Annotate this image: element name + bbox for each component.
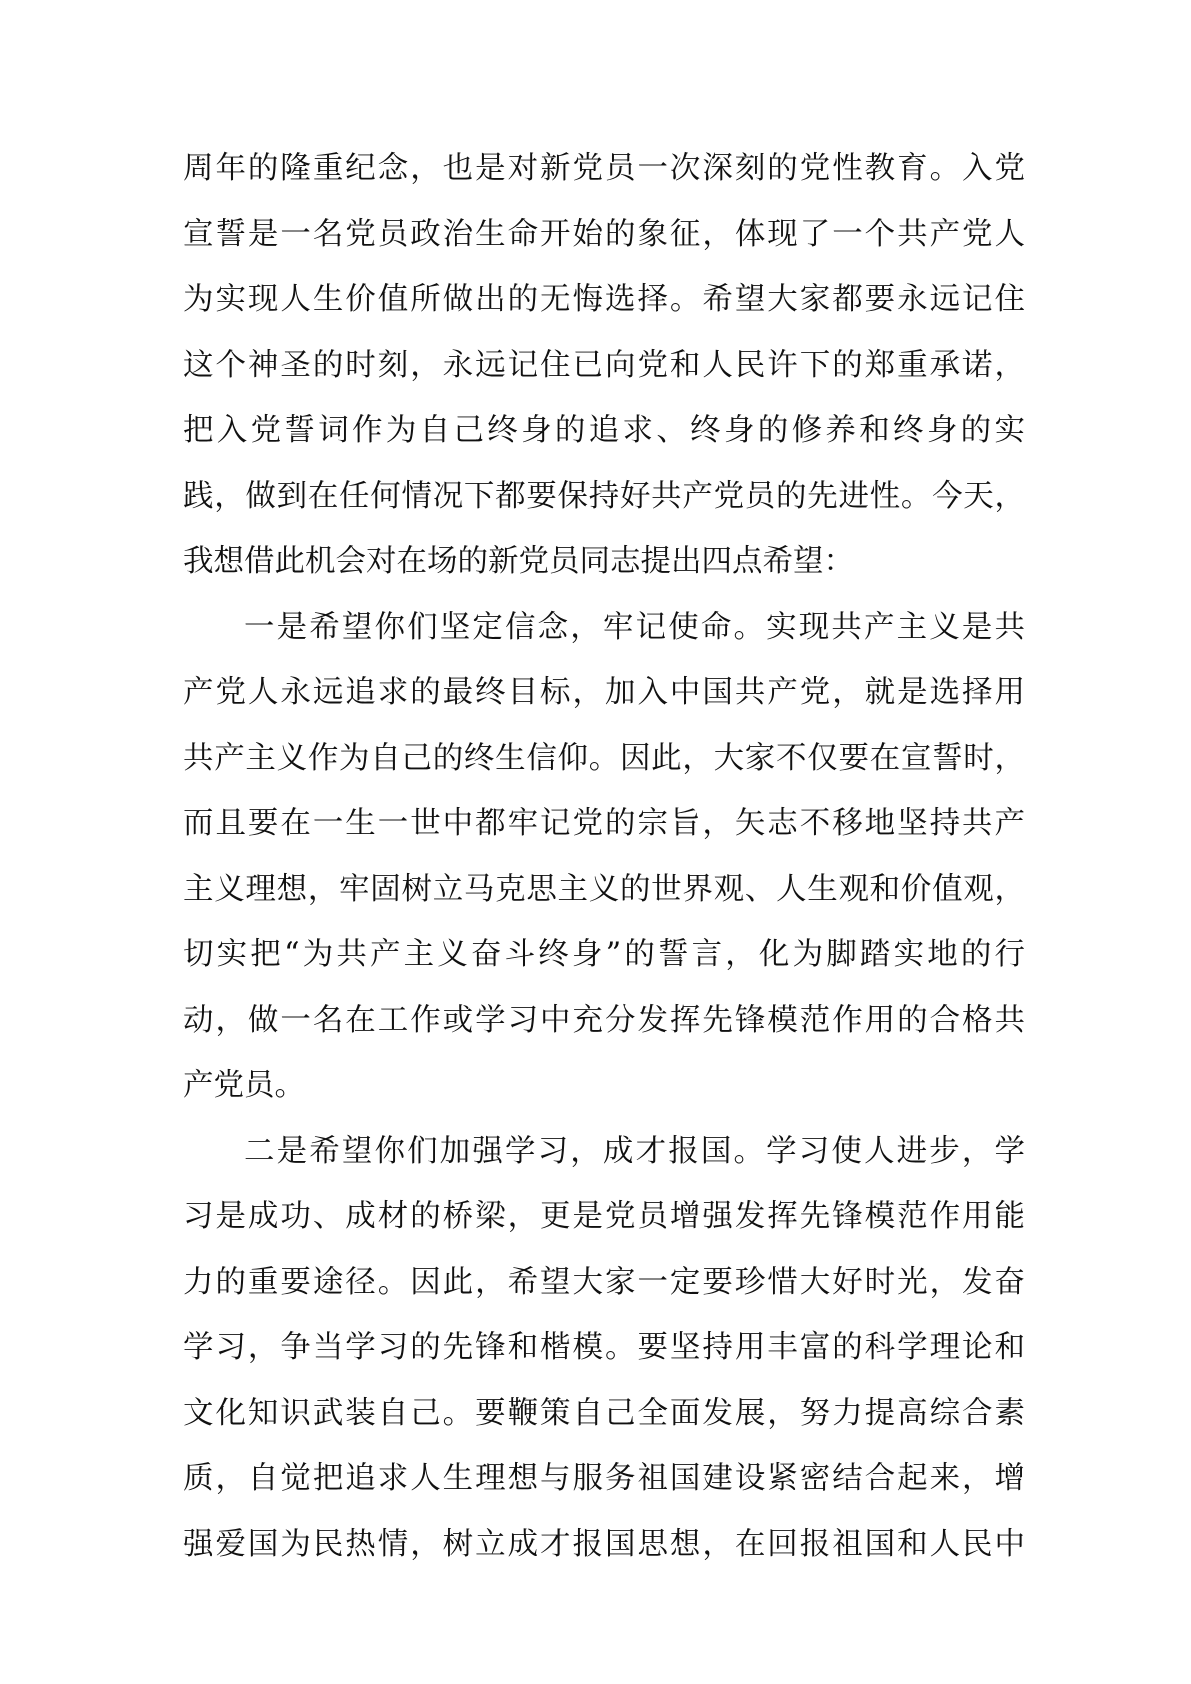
text-line: 宣誓是一名党员政治生命开始的象征，体现了一个共产党人 — [183, 216, 1025, 252]
text-line: 习是成功、成材的桥梁，更是党员增强发挥先锋模范作用能 — [183, 1199, 1025, 1234]
text-line: 这个神圣的时刻，永远记住已向党和人民许下的郑重承诺， — [183, 347, 1025, 383]
paragraph-2 — [183, 595, 1025, 1119]
text-line: 而且要在一生一世中都牢记党的宗旨，矢志不移地坚持共产 — [183, 806, 1025, 841]
text-line: 质，自觉把追求人生理想与服务祖国建设紧密结合起来，增 — [183, 1461, 1025, 1496]
document-body — [183, 136, 1025, 1577]
text-line: 强爱国为民热情，树立成才报国思想，在回报祖国和人民中 — [183, 1526, 1025, 1562]
text-line: 切实把“为共产主义奋斗终身”的誓言，化为脚踏实地的行 — [183, 937, 1025, 972]
paragraph-1 — [183, 136, 1025, 595]
text-line: 共产主义作为自己的终生信仰。因此，大家不仅要在宣誓时， — [183, 740, 1025, 776]
text-line: 主义理想，牢固树立马克思主义的世界观、人生观和价值观， — [183, 871, 1025, 907]
text-line: 学习，争当学习的先锋和楷模。要坚持用丰富的科学理论和 — [183, 1330, 1025, 1365]
text-line: 二是希望你们加强学习，成才报国。学习使人进步，学 — [244, 1133, 1025, 1169]
text-line: 力的重要途径。因此，希望大家一定要珍惜大好时光，发奋 — [183, 1264, 1025, 1300]
text-line: 把入党誓词作为自己终身的追求、终身的修养和终身的实 — [183, 413, 1025, 448]
paragraph-3 — [183, 1119, 1025, 1578]
text-line: 产党人永远追求的最终目标，加入中国共产党，就是选择用 — [183, 675, 1025, 710]
text-line: 一是希望你们坚定信念，牢记使命。实现共产主义是共 — [244, 609, 1025, 645]
text-line: 我想借此机会对在场的新党员同志提出四点希望： — [183, 544, 854, 579]
text-line: 践，做到在任何情况下都要保持好共产党员的先进性。今天， — [183, 478, 1025, 514]
text-line: 产党员。 — [183, 1068, 305, 1103]
text-line: 为实现人生价值所做出的无悔选择。希望大家都要永远记住 — [183, 282, 1025, 317]
text-line: 周年的隆重纪念，也是对新党员一次深刻的党性教育。入党 — [183, 151, 1025, 186]
text-line: 动，做一名在工作或学习中充分发挥先锋模范作用的合格共 — [183, 1002, 1025, 1038]
text-line: 文化知识武装自己。要鞭策自己全面发展，努力提高综合素 — [183, 1395, 1025, 1431]
